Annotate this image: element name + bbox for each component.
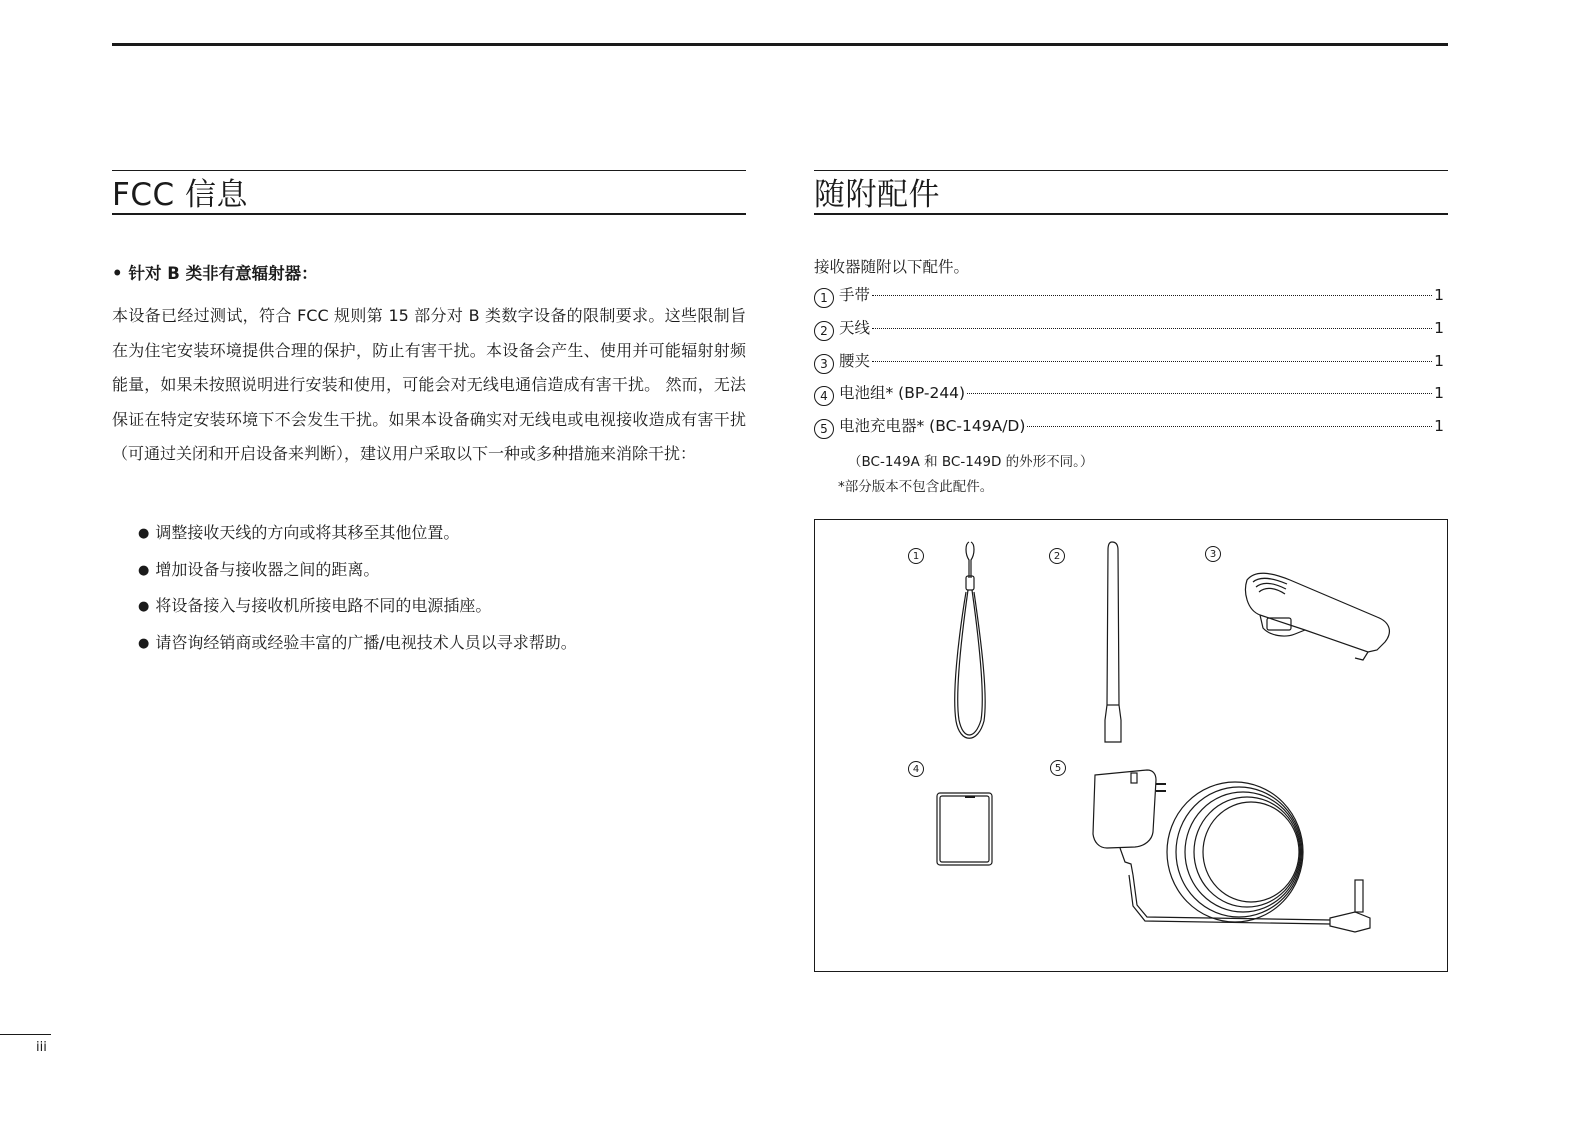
fcc-paragraph: 本设备已经过测试，符合 FCC 规则第 15 部分对 B 类数字设备的限制要求。这些限制旨在为住宅安装环境提供合理的保护，防止有害干扰。本设备会产生、使用并可能辐射射频能量，如果未按照说明进行安装和使用，可能会对无线电通信造成有害干扰。 然而，无法保证在特定安装环境下不会发生干扰。如果本设备确实对无线电或电视接收造成有害干扰（可通过关闭和开启设备来判断），建议用户采取以下一种或多种措施来消除干扰： bbox=[112, 306, 746, 463]
footer-rule bbox=[0, 1034, 51, 1035]
top-rule bbox=[112, 43, 1448, 46]
variant-note: （BC-149A 和 BC-149D 的外形不同。） bbox=[848, 454, 1094, 470]
accessories-title: 随附配件 bbox=[814, 177, 940, 213]
fcc-bullet-text: 调整接收天线的方向或将其移至其他位置。 bbox=[155, 523, 460, 542]
fcc-bullet-item bbox=[138, 516, 577, 553]
item-quantity: 1 bbox=[1434, 286, 1444, 304]
bullet-dot: ● bbox=[138, 635, 150, 651]
item-name: 电池组* (BP-244) bbox=[839, 384, 966, 403]
accessories-section bbox=[814, 170, 1448, 500]
accessory-item bbox=[814, 349, 1444, 382]
fcc-subheading-text: 针对 B 类非有意辐射器： bbox=[128, 264, 318, 283]
fcc-bullet-list bbox=[138, 516, 577, 662]
accessory-item bbox=[814, 381, 1444, 414]
fcc-bullet-text: 增加设备与接收器之间的距离。 bbox=[155, 559, 380, 579]
fcc-bullet-item bbox=[138, 589, 577, 626]
item-quantity: 1 bbox=[1434, 417, 1444, 436]
accessories-intro: 接收器随附以下配件。 bbox=[814, 258, 970, 276]
item-quantity: 1 bbox=[1434, 318, 1444, 337]
bullet-dot: • bbox=[112, 264, 123, 283]
figure-label-2: 2 bbox=[1049, 548, 1065, 564]
accessory-item bbox=[814, 414, 1444, 447]
item-name: 天线 bbox=[839, 318, 871, 337]
dot-leader bbox=[872, 361, 1432, 362]
figure-label-4: 4 bbox=[908, 761, 924, 777]
accessory-item bbox=[814, 283, 1444, 316]
bullet-dot: ● bbox=[138, 562, 150, 578]
fcc-header bbox=[112, 170, 746, 215]
item-number: 1 bbox=[814, 288, 834, 308]
item-name: 手带 bbox=[839, 286, 871, 304]
fcc-subheading bbox=[112, 260, 318, 284]
dot-leader bbox=[872, 328, 1432, 329]
item-name: 电池充电器* (BC-149A/D) bbox=[839, 417, 1026, 436]
figure-label-3: 3 bbox=[1205, 546, 1221, 562]
battery-pack-icon bbox=[937, 793, 992, 865]
item-quantity: 1 bbox=[1434, 384, 1444, 403]
accessories-figure bbox=[814, 519, 1448, 972]
item-name: 腰夹 bbox=[839, 351, 871, 370]
item-number: 4 bbox=[814, 386, 834, 406]
dot-leader bbox=[872, 295, 1432, 296]
item-number: 2 bbox=[814, 321, 834, 341]
belt-clip-icon bbox=[1246, 573, 1390, 660]
asterisk-note: *部分版本不包含此配件。 bbox=[838, 479, 994, 495]
item-number: 5 bbox=[814, 419, 834, 439]
bullet-dot: ● bbox=[138, 526, 150, 541]
fcc-bullet-item bbox=[138, 626, 577, 663]
dot-leader bbox=[967, 393, 1432, 394]
fcc-bullet-item bbox=[138, 553, 577, 590]
fcc-bullet-text: 将设备接入与接收机所接电路不同的电源插座。 bbox=[155, 596, 492, 615]
fcc-section bbox=[112, 170, 746, 690]
accessory-item bbox=[814, 316, 1444, 349]
battery-charger-icon bbox=[1093, 770, 1370, 932]
figure-label-5: 5 bbox=[1050, 760, 1066, 776]
antenna-icon bbox=[1105, 542, 1121, 742]
item-number: 3 bbox=[814, 354, 834, 374]
fcc-bullet-text: 请咨询经销商或经验丰富的广播/电视技术人员以寻求帮助。 bbox=[155, 632, 577, 652]
accessories-header bbox=[814, 170, 1448, 215]
accessory-list bbox=[814, 283, 1444, 447]
fcc-title: FCC 信息 bbox=[112, 177, 248, 213]
figure-label-1: 1 bbox=[908, 548, 924, 564]
bullet-dot: ● bbox=[138, 599, 150, 614]
item-quantity: 1 bbox=[1434, 351, 1444, 370]
dot-leader bbox=[1027, 426, 1432, 427]
accessories-illustration bbox=[815, 520, 1447, 971]
page-number: iii bbox=[36, 1040, 47, 1055]
hand-strap-icon bbox=[955, 542, 985, 738]
